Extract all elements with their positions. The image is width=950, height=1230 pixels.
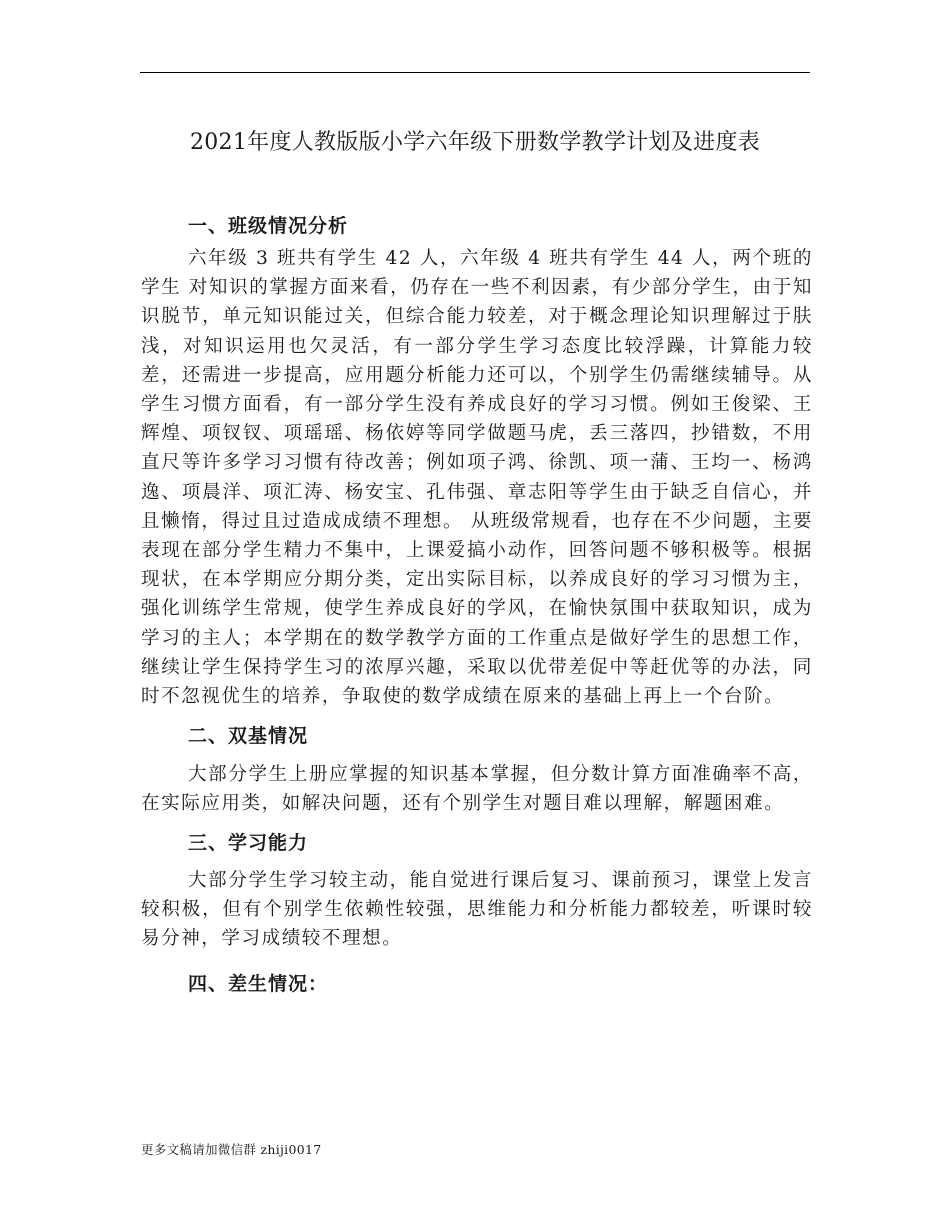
footer-note: 更多文稿请加微信群 zhiji0017	[141, 1142, 322, 1157]
section-paragraph-basics: 大部分学生上册应掌握的知识基本掌握，但分数计算方面准确率不高，在实际应用类，如解决问题，还有个别学生对题目难以理解，解题困难。	[141, 764, 813, 815]
section-paragraph-class-analysis: 六年级 3 班共有学生 42 人，六年级 4 班共有学生 44 人，两个班的学生 对知识的掌握方面来看，仍存在一些不利因素，有少部分学生，由于知识脱节，单元知识能过关，但综合能力较差，对于概念理论知识理解过于肤浅，对知识运用也欠灵活，有一部分学生学习态度比较浮躁，计算能力较差，还需进一步提高，应用题分析能力还可以，个别学生仍需继续辅导。从学生习惯方面看，有一部分学生没有养成良好的学习习惯。例如王俊梁、王辉煌、项钗钗、项瑶瑶、杨依婷等同学做题马虎，丢三落四，抄错数，不用直尺等许多学习习惯有待改善；例如项子鸿、徐凯、项一蒲、王均一、杨鸿逸、项晨洋、项汇涛、杨安宝、孔伟强、章志阳等学生由于缺乏自信心，并且懒惰，得过且过造成成绩不理想。 从班级常规看，也存在不少问题，主要表现在部分学生精力不集中，上课爱搞小动作，回答问题不够积极等。根据现状，在本学期应分期分类，定出实际目标，以养成良好的学习习惯为主，强化训练学生常规，使学生养成良好的学风，在愉快氛围中获取知识，成为学习的主人；本学期在的数学教学方面的工作重点是做好学生的思想工作，继续让学生保持学生习的浓厚兴趣，采取以优带差促中等赶优等的办法，同时不忽视优生的培养，争取使的数学成绩在原来的基础上再上一个台阶。	[141, 248, 813, 708]
header-rule	[140, 72, 810, 73]
document-body	[141, 210, 813, 999]
section-heading-weak-students: 四、差生情况：	[188, 973, 329, 996]
document-title: 2021年度人教版版小学六年级下册数学教学计划及进度表	[189, 130, 761, 155]
section-heading-class-analysis: 一、班级情况分析	[188, 215, 349, 237]
section-heading-learning-ability: 三、学习能力	[188, 831, 309, 854]
section-paragraph-learning-ability: 大部分学生学习较主动，能自觉进行课后复习、课前预习，课堂上发言较积极，但有个别学生依赖性较强，思维能力和分析能力都较差，听课时较易分神，学习成绩较不理想。	[141, 869, 813, 950]
section-heading-basics: 二、双基情况	[188, 725, 309, 748]
